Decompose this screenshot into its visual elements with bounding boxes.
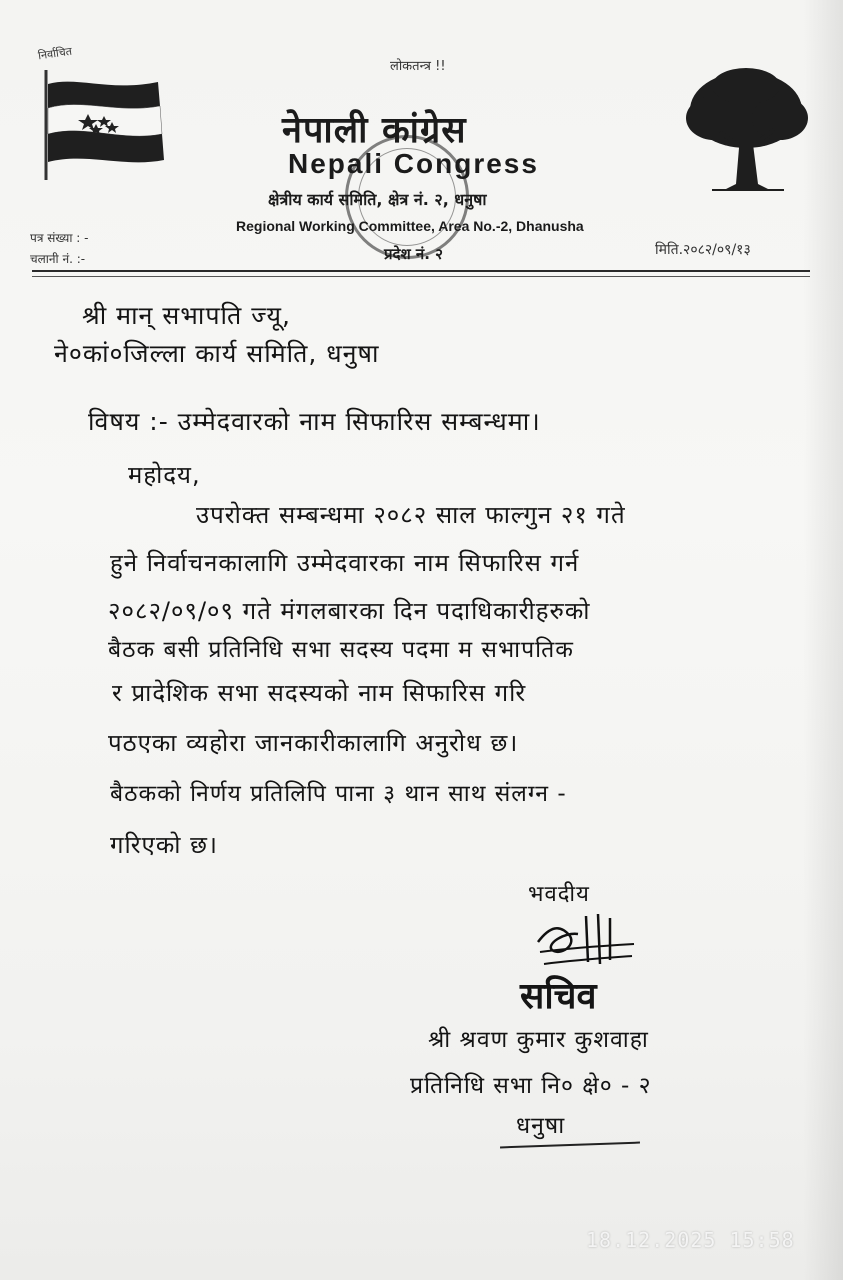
party-flag-icon bbox=[38, 62, 170, 184]
patra-sankhya-label: पत्र संख्या : - bbox=[30, 231, 89, 245]
body-line: र प्रादेशिक सभा सदस्यको नाम सिफारिस गरि bbox=[112, 679, 527, 707]
party-name-english: Nepali Congress bbox=[288, 148, 539, 179]
body-line: उपरोक्त सम्बन्धमा २०८२ साल फाल्गुन २१ गते bbox=[196, 501, 626, 529]
body-line: हुने निर्वाचनकालागि उम्मेदवारका नाम सिफारिस गर्न bbox=[110, 549, 580, 577]
chalani-label: चलानी नं. :- bbox=[30, 252, 86, 266]
committee-english: Regional Working Committee, Area No.-2, Dhanusha bbox=[236, 218, 584, 234]
body-line: पठएका व्यहोरा जानकारीकालागि अनुरोध छ। bbox=[108, 729, 519, 757]
header-divider bbox=[32, 270, 810, 272]
recipient-line-1: श्री मान् सभापति ज्यू, bbox=[82, 301, 291, 330]
motto-center: लोकतन्त्र !! bbox=[390, 59, 446, 74]
province-label: प्रदेश नं. २ bbox=[384, 245, 443, 263]
photo-timestamp: 18.12.2025 15:58 bbox=[586, 1228, 795, 1252]
closing-text: भवदीय bbox=[528, 882, 590, 907]
subject-line: विषय :- उम्मेदवारको नाम सिफारिस सम्बन्धमा। bbox=[88, 407, 541, 436]
recipient-line-2: ने०कां०जिल्ला कार्य समिति, धनुषा bbox=[54, 339, 380, 368]
body-line: गरिएको छ। bbox=[110, 831, 219, 859]
letter-date: मिति.२०८२/०९/१३ bbox=[655, 242, 751, 258]
header-divider-thin bbox=[32, 276, 810, 277]
body-line: बैठकको निर्णय प्रतिलिपि पाना ३ थान साथ संलग्न - bbox=[110, 781, 567, 807]
tree-icon bbox=[684, 66, 810, 194]
signature-underline bbox=[500, 1142, 640, 1149]
body-line: बैठक बसी प्रतिनिधि सभा सदस्य पदमा म सभापतिक bbox=[108, 637, 574, 663]
handwritten-signature-icon bbox=[530, 906, 640, 976]
body-line: २०८२/०९/०९ गते मंगलबारका दिन पदाधिकारीहरुको bbox=[108, 597, 591, 625]
signer-district: धनुषा bbox=[516, 1113, 566, 1139]
motto-left: निर्वाचित bbox=[37, 44, 73, 63]
signer-role: प्रतिनिधि सभा नि० क्षे० - २ bbox=[410, 1073, 652, 1099]
salutation: महोदय, bbox=[128, 461, 201, 489]
committee-nepali: क्षेत्रीय कार्य समिति, क्षेत्र नं. २, धनुषा bbox=[268, 190, 487, 209]
designation-stamp: सचिव bbox=[520, 976, 597, 1017]
party-name-nepali: नेपाली कांग्रेस bbox=[282, 110, 467, 151]
signer-name: श्री श्रवण कुमार कुशवाहा bbox=[428, 1027, 649, 1053]
